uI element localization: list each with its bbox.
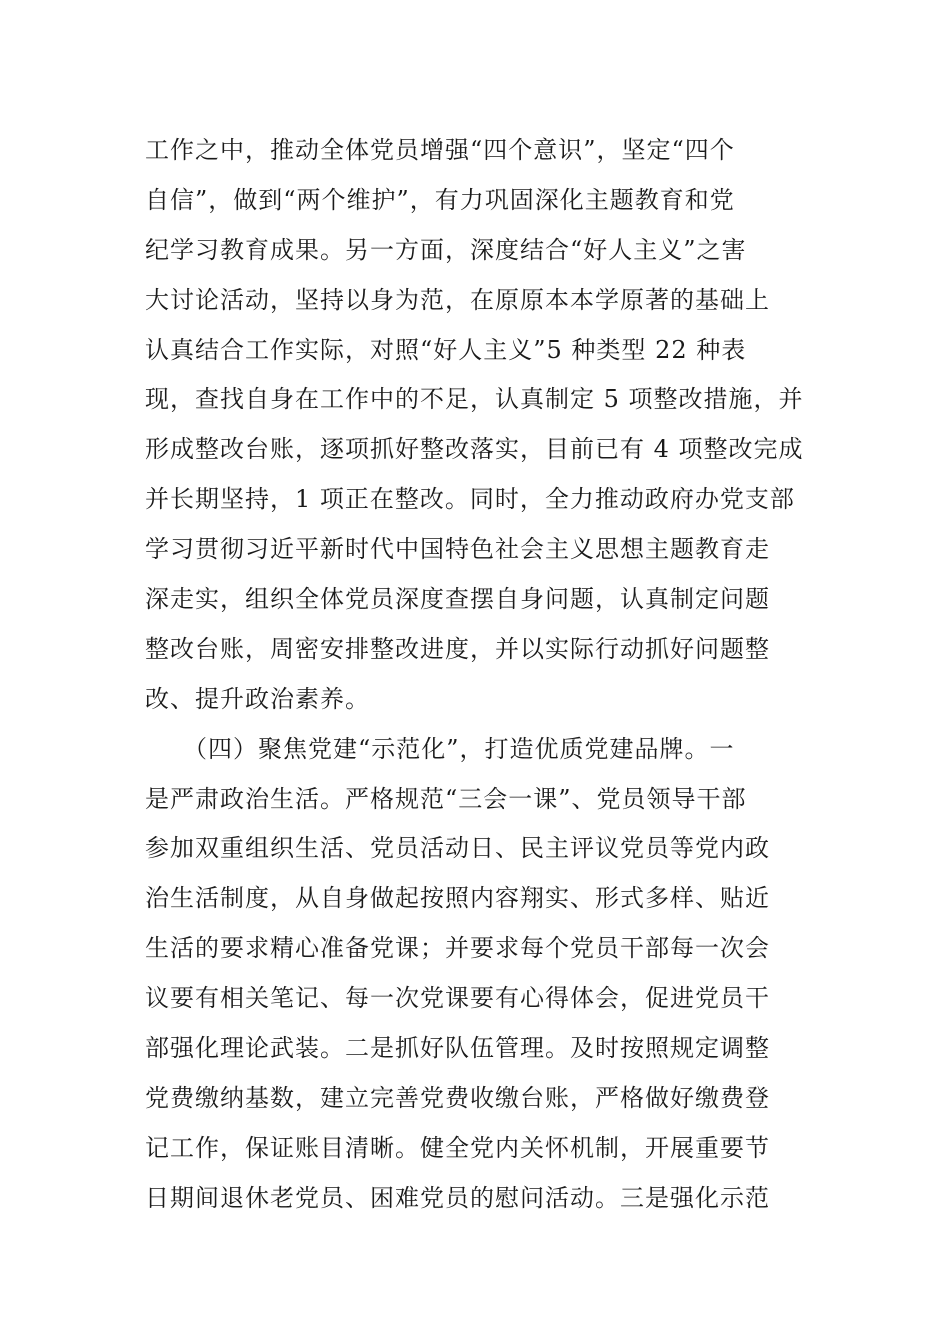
text-line: 党费缴纳基数，建立完善党费收缴台账，严格做好缴费登 — [145, 1083, 770, 1112]
text-line: 深走实，组织全体党员深度查摆自身问题，认真制定问题 — [145, 585, 770, 614]
text-line: 整改台账，周密安排整改进度，并以实际行动抓好问题整 — [145, 634, 770, 663]
text-line: 形成整改台账，逐项抓好整改落实，目前已有 4 项整改完成 — [145, 435, 804, 464]
text-line: 记工作，保证账目清晰。健全党内关怀机制，开展重要节 — [145, 1133, 770, 1162]
text-line: 现，查找自身在工作中的不足，认真制定 5 项整改措施，并 — [145, 385, 804, 414]
text-line: 工作之中，推动全体党员增强“四个意识”，坚定“四个 — [145, 136, 735, 164]
text-line: 大讨论活动，坚持以身为范，在原原本本学原著的基础上 — [145, 285, 770, 314]
text-line: 治生活制度，从自身做起按照内容翔实、形式多样、贴近 — [145, 884, 770, 913]
text-line: 认真结合工作实际，对照“好人主义”5 种类型 22 种表 — [145, 335, 747, 364]
text-line: 并长期坚持，1 项正在整改。同时，全力推动政府办党支部 — [145, 485, 795, 514]
text-line: 部强化理论武装。二是抓好队伍管理。及时按照规定调整 — [145, 1034, 770, 1063]
text-line: 学习贯彻习近平新时代中国特色社会主义思想主题教育走 — [145, 535, 770, 564]
text-line: 改、提升政治素养。 — [145, 684, 370, 713]
text-line: 日期间退休老党员、困难党员的慰问活动。三是强化示范 — [145, 1183, 770, 1212]
text-line: 生活的要求精心准备党课；并要求每个党员干部每一次会 — [145, 934, 770, 963]
text-line: 纪学习教育成果。另一方面，深度结合“好人主义”之害 — [145, 235, 747, 264]
section-heading-line: （四）聚焦党建“示范化”，打造优质党建品牌。一 — [145, 734, 735, 763]
body-text — [145, 126, 815, 1224]
text-line: 是严肃政治生活。严格规范“三会一课”、党员领导干部 — [145, 784, 747, 813]
text-line: 自信”，做到“两个维护”，有力巩固深化主题教育和党 — [145, 185, 735, 214]
text-line: 议要有相关笔记、每一次党课要有心得体会，促进党员干 — [145, 984, 770, 1013]
text-line: 参加双重组织生活、党员活动日、民主评议党员等党内政 — [145, 834, 770, 863]
